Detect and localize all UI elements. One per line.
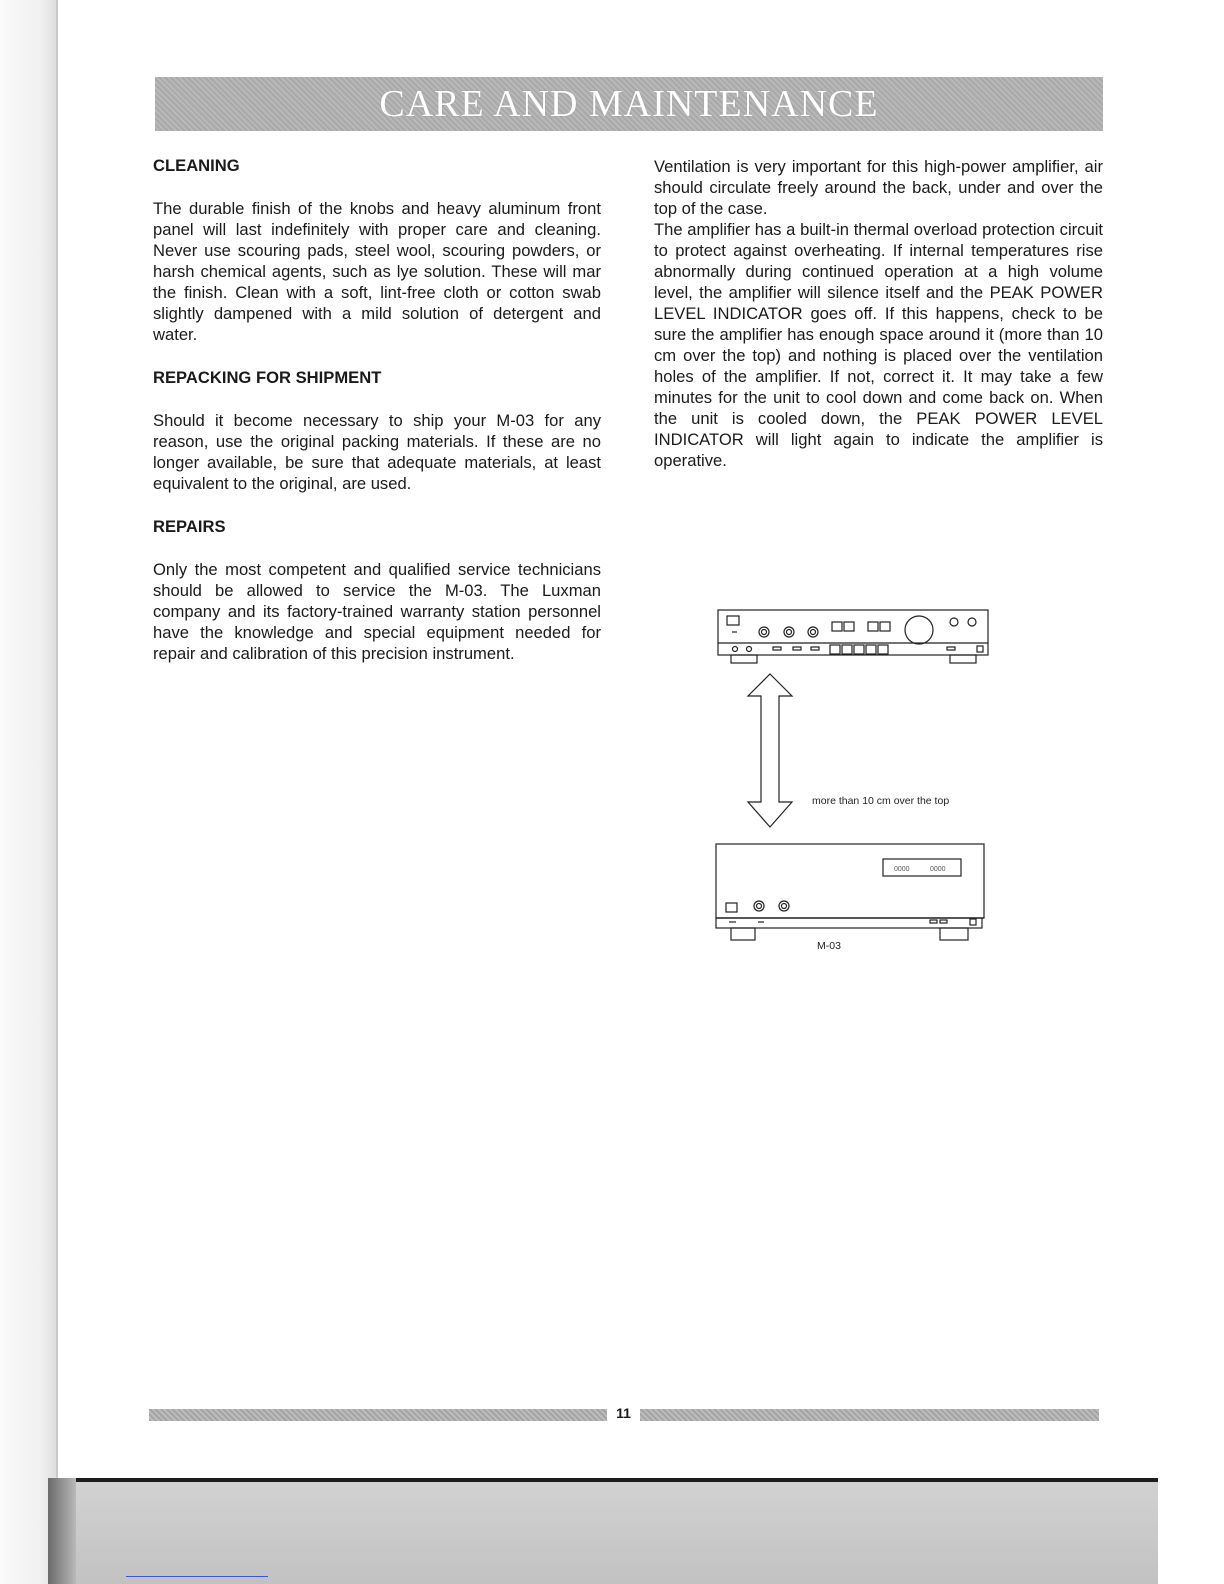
page-number: 11: [616, 1405, 631, 1421]
left-column: [153, 155, 601, 664]
ventilation-text: Ventilation is very important for this high-power amplifier, air should circulate freely around the back, under and over the top of the case.: [654, 157, 1103, 218]
footer-bar-left: [149, 1409, 607, 1421]
preamp-unit: [718, 610, 988, 663]
clearance-label: more than 10 cm over the top: [812, 795, 950, 807]
bottom-corner-shadow: [48, 1478, 76, 1584]
repacking-heading: REPACKING FOR SHIPMENT: [153, 368, 382, 387]
bottom-underline: [126, 1576, 268, 1577]
footer-bar-right: [640, 1409, 1099, 1421]
repacking-text: Should it become necessary to ship your M-03 for any reason, use the original packing materials. If these are no longer available, be sure that adequate materials, at least equivalent to the original, are used.: [153, 411, 601, 493]
cleaning-heading: CLEANING: [153, 156, 240, 175]
model-label: M-03: [817, 940, 841, 952]
bottom-edge-line: [48, 1478, 1158, 1482]
meter-right-readout: 0000: [930, 866, 946, 873]
clearance-double-arrow: [748, 674, 792, 827]
title-banner: [155, 77, 1103, 131]
bottom-page-shadow: [48, 1478, 1158, 1584]
page-title: CARE AND MAINTENANCE: [379, 83, 879, 125]
cleaning-text: The durable finish of the knobs and heavy aluminum front panel will last indefinitely with proper care and cleaning. Never use scouring pads, steel wool, scouring powders, or harsh chemical agents, such as lye solution. These will mar the finish. Clean with a soft, lint-free cloth or cotton swab slightly dampened with a mild solution of detergent and water.: [153, 199, 601, 344]
meter-left-readout: 0000: [894, 866, 910, 873]
page-binding-shadow: [0, 0, 58, 1584]
ventilation-clearance-diagram: [714, 606, 994, 962]
thermal-protection-text: The amplifier has a built-in thermal overload protection circuit to protect against overheating. If internal temperatures rise abnormally during continued operation at a high volume level, the amplifier will silence itself and the PEAK POWER LEVEL INDICATOR goes off. If this happens, check to be sure the amplifier has enough space around it (more than 10 cm over the top) and nothing is placed over the ventilation holes of the amplifier. If not, correct it. It may take a few minutes for the unit to cool down and come back on. When the unit is cooled down, the PEAK POWER LEVEL INDICATOR will light again to indicate the amplifier is operative.: [654, 220, 1103, 470]
repairs-text: Only the most competent and qualified service technicians should be allowed to service the M-03. The Luxman company and its factory-trained warranty station personnel have the knowledge and special equipment needed for repair and calibration of this precision instrument.: [153, 560, 601, 663]
repairs-heading: REPAIRS: [153, 517, 226, 536]
power-amplifier-unit: [716, 844, 984, 940]
right-column: [654, 156, 1103, 471]
binding-edge: [56, 0, 58, 1480]
